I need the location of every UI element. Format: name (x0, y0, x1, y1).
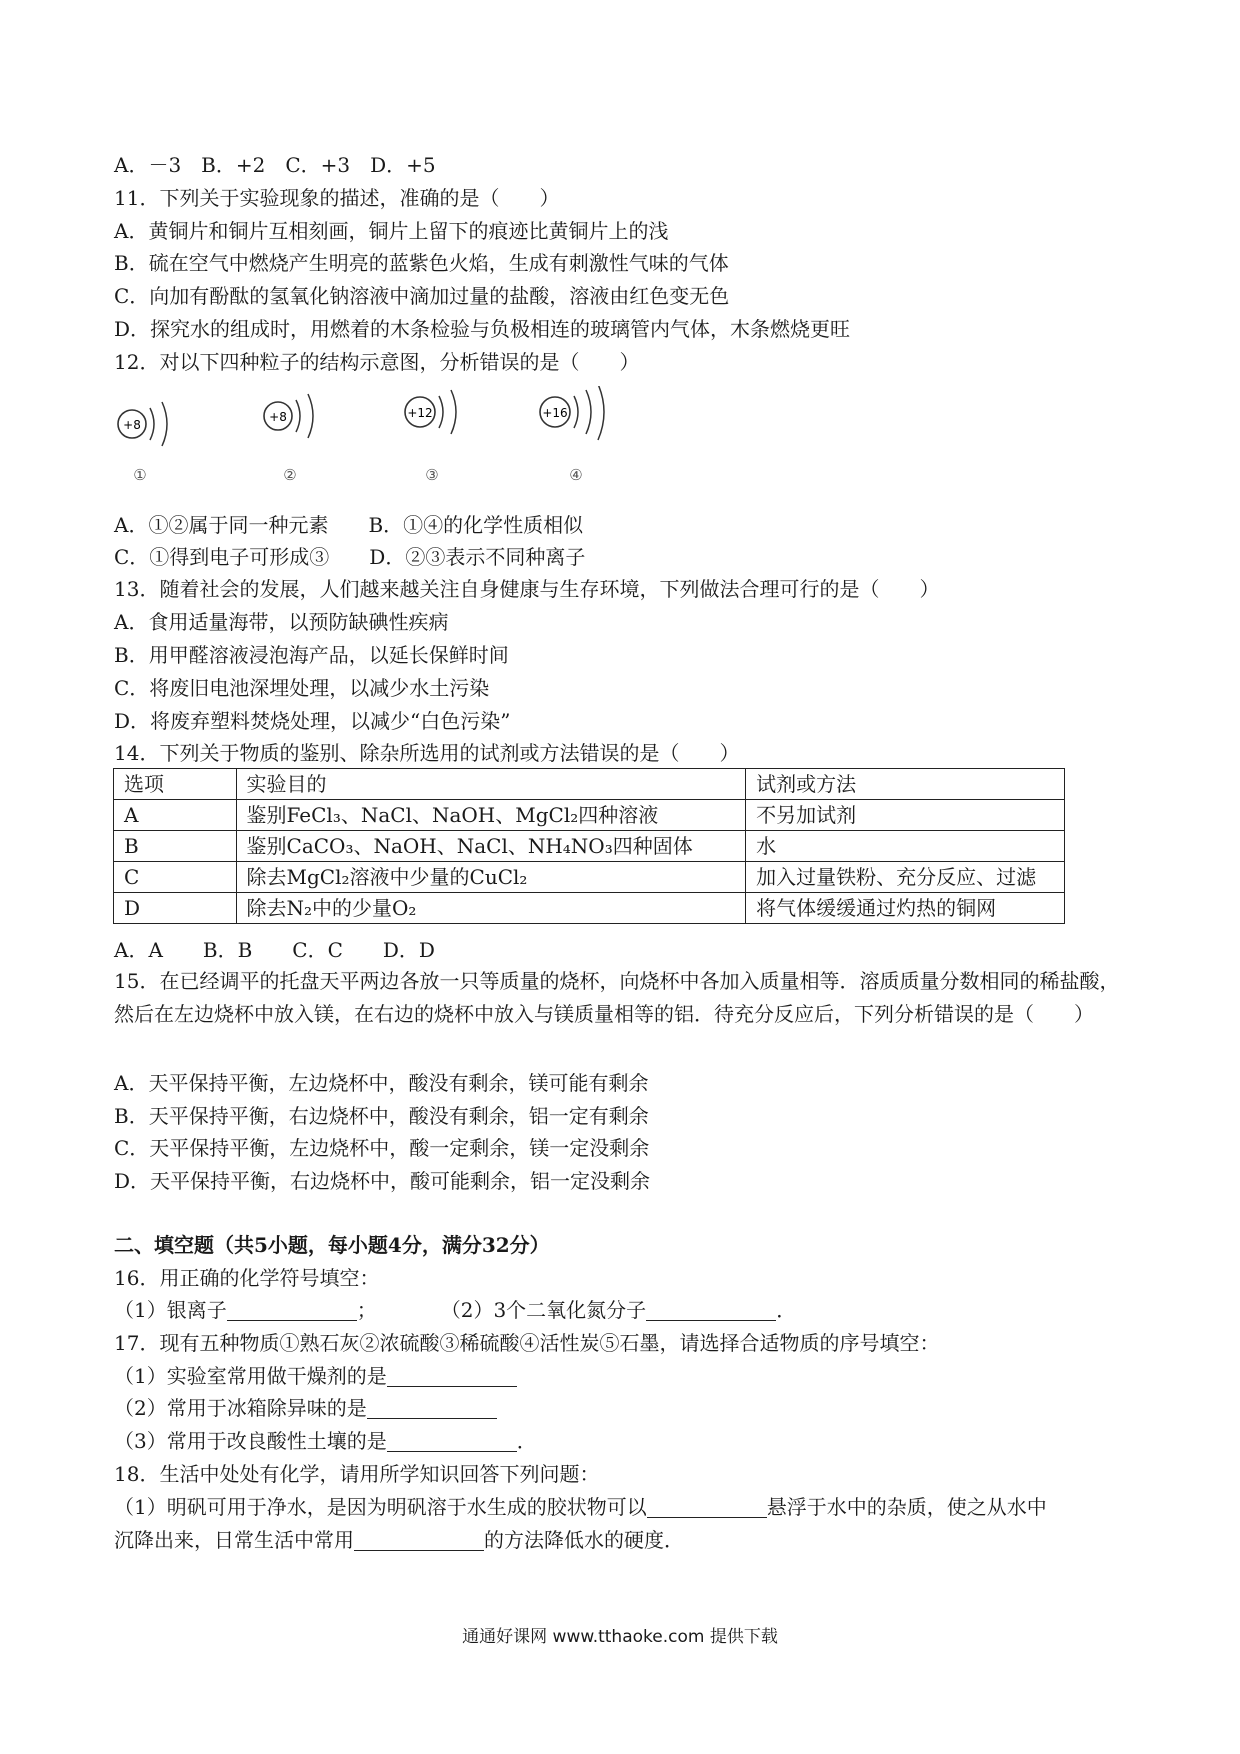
q18-part1-line2 (114, 1528, 684, 1552)
table-row (114, 862, 1065, 893)
q15-option-d: D．天平保持平衡，右边烧杯中，酸可能剩余，铝一定没剩余 (114, 1169, 651, 1193)
table-cell: 加入过量铁粉、充分反应、过滤 (746, 862, 1065, 893)
table-header-cell: 选项 (114, 769, 237, 800)
q10-options: A．－3 B．+2 C．+3 D．+5 (114, 153, 436, 177)
particle-diagram-3 (405, 390, 456, 484)
q17-part1 (114, 1364, 517, 1388)
q18-stem: 18．生活中处处有化学，请用所学知识回答下列问题： (114, 1462, 600, 1486)
q16-parts (114, 1298, 796, 1322)
q18-part1-blank2[interactable] (354, 1530, 484, 1551)
q11-stem: 11．下列关于实验现象的描述，准确的是（ ） (114, 186, 560, 210)
table-cell: 除去MgCl₂溶液中少量的CuCl₂ (236, 862, 746, 893)
q16-part2-end: ． (776, 1298, 797, 1322)
q17-part1-label: （1）实验室常用做干燥剂的是 (114, 1364, 387, 1388)
q16-part1-label: （1）银离子 (114, 1298, 227, 1322)
section-2-title: 二、填空题（共5小题，每小题4分，满分32分） (114, 1233, 550, 1257)
q17-part3 (114, 1429, 537, 1453)
particle-diagram-4 (540, 386, 604, 484)
q15-option-c: C．天平保持平衡，左边烧杯中，酸一定剩余，镁一定没剩余 (114, 1136, 650, 1160)
nucleus-charge-1: +8 (123, 418, 141, 432)
q18-part1-text-b: 悬浮于水中的杂质，使之从水中 (766, 1495, 1047, 1519)
particle-label-1: ① (133, 466, 147, 484)
table-cell: 鉴别FeCl₃、NaCl、NaOH、MgCl₂四种溶液 (236, 800, 746, 831)
q12-options-line1: A．①②属于同一种元素 B．①④的化学性质相似 (114, 513, 584, 537)
q16-part2-blank[interactable] (646, 1300, 776, 1321)
table-header-cell: 实验目的 (236, 769, 746, 800)
q13-option-d: D．将废弃塑料焚烧处理，以减少“白色污染” (114, 709, 511, 733)
particle-diagram-1 (118, 402, 167, 484)
table-cell: 鉴别CaCO₃、NaOH、NaCl、NH₄NO₃四种固体 (236, 831, 746, 862)
q14-options: A．A B．B C．C D．D (114, 938, 435, 962)
particle-label-3: ③ (425, 466, 439, 484)
q16-part1-blank[interactable] (227, 1300, 357, 1321)
q13-option-c: C．将废旧电池深埋处理，以减少水土污染 (114, 676, 490, 700)
q16-stem: 16．用正确的化学符号填空： (114, 1266, 380, 1290)
q12-stem: 12．对以下四种粒子的结构示意图，分析错误的是（ ） (114, 350, 640, 374)
particle-diagram-2 (264, 394, 313, 484)
q17-part1-blank[interactable] (387, 1366, 517, 1387)
q13-option-b: B．用甲醛溶液浸泡海产品，以延长保鲜时间 (114, 643, 509, 667)
page-footer: 通通好课网 www.tthaoke.com 提供下载 (462, 1627, 778, 1647)
q17-part2 (114, 1396, 497, 1420)
q11-option-d: D．探究水的组成时，用燃着的木条检验与负极相连的玻璃管内气体，木条燃烧更旺 (114, 317, 851, 341)
q12-options-line2: C．①得到电子可形成③ D．②③表示不同种离子 (114, 545, 586, 569)
q18-part1-text-c: 沉降出来，日常生活中常用 (114, 1528, 354, 1552)
q13-option-a: A．食用适量海带，以预防缺碘性疾病 (114, 610, 449, 634)
q16-part1-end: ； (356, 1298, 377, 1322)
table-cell: 不另加试剂 (746, 800, 1065, 831)
q15-option-b: B．天平保持平衡，右边烧杯中，酸没有剩余，铝一定有剩余 (114, 1104, 649, 1128)
table-cell: A (114, 800, 237, 831)
table-row (114, 831, 1065, 862)
q17-part2-label: （2）常用于冰箱除异味的是 (114, 1396, 367, 1420)
q11-option-c: C．向加有酚酞的氢氧化钠溶液中滴加过量的盐酸，溶液由红色变无色 (114, 284, 730, 308)
table-cell: 水 (746, 831, 1065, 862)
q18-part1-blank1[interactable] (647, 1497, 767, 1518)
q17-part3-end: ． (516, 1429, 537, 1453)
nucleus-charge-3: +12 (407, 406, 433, 420)
q15-option-a: A．天平保持平衡，左边烧杯中，酸没有剩余，镁可能有剩余 (114, 1071, 649, 1095)
table-cell: C (114, 862, 237, 893)
q13-stem: 13．随着社会的发展，人们越来越关注自身健康与生存环境，下列做法合理可行的是（ ） (114, 577, 940, 601)
table-cell: D (114, 893, 237, 924)
table-cell: 除去N₂中的少量O₂ (236, 893, 746, 924)
q17-part3-blank[interactable] (387, 1431, 517, 1452)
q11-option-a: A．黄铜片和铜片互相刻画，铜片上留下的痕迹比黄铜片上的浅 (114, 219, 669, 243)
table-cell: B (114, 831, 237, 862)
particle-label-2: ② (283, 466, 297, 484)
q18-part1-line1 (114, 1495, 1047, 1519)
particle-structure-diagrams (110, 386, 670, 486)
q15-stem: 15．在已经调平的托盘天平两边各放一只等质量的烧杯，向烧杯中各加入质量相等．溶质质量分数相同的稀盐酸，然后在左边烧杯中放入镁，在右边的烧杯中放入与镁质量相等的铝．待充分反应后，下列分析错误的是（ ） (114, 969, 1120, 1026)
table-row (114, 800, 1065, 831)
table-row (114, 893, 1065, 924)
q17-stem: 17．现有五种物质①熟石灰②浓硫酸③稀硫酸④活性炭⑤石墨，请选择合适物质的序号填空： (114, 1331, 940, 1355)
q17-part3-label: （3）常用于改良酸性土壤的是 (114, 1429, 387, 1453)
particle-label-4: ④ (569, 466, 583, 484)
nucleus-charge-4: +16 (542, 406, 568, 420)
q14-stem: 14．下列关于物质的鉴别、除杂所选用的试剂或方法错误的是（ ） (114, 741, 740, 765)
q17-part2-blank[interactable] (367, 1398, 497, 1419)
q18-part1-text-d: 的方法降低水的硬度． (484, 1528, 684, 1552)
q11-option-b: B．硫在空气中燃烧产生明亮的蓝紫色火焰，生成有刺激性气味的气体 (114, 251, 729, 275)
table-cell: 将气体缓缓通过灼热的铜网 (746, 893, 1065, 924)
table-header-cell: 试剂或方法 (746, 769, 1065, 800)
q16-part2-label: （2）3个二氧化氮分子 (440, 1298, 647, 1322)
q18-part1-text-a: （1）明矾可用于净水，是因为明矾溶于水生成的胶状物可以 (114, 1495, 647, 1519)
nucleus-charge-2: +8 (269, 410, 287, 424)
table-header-row (114, 769, 1065, 800)
q14-table (113, 768, 1065, 924)
